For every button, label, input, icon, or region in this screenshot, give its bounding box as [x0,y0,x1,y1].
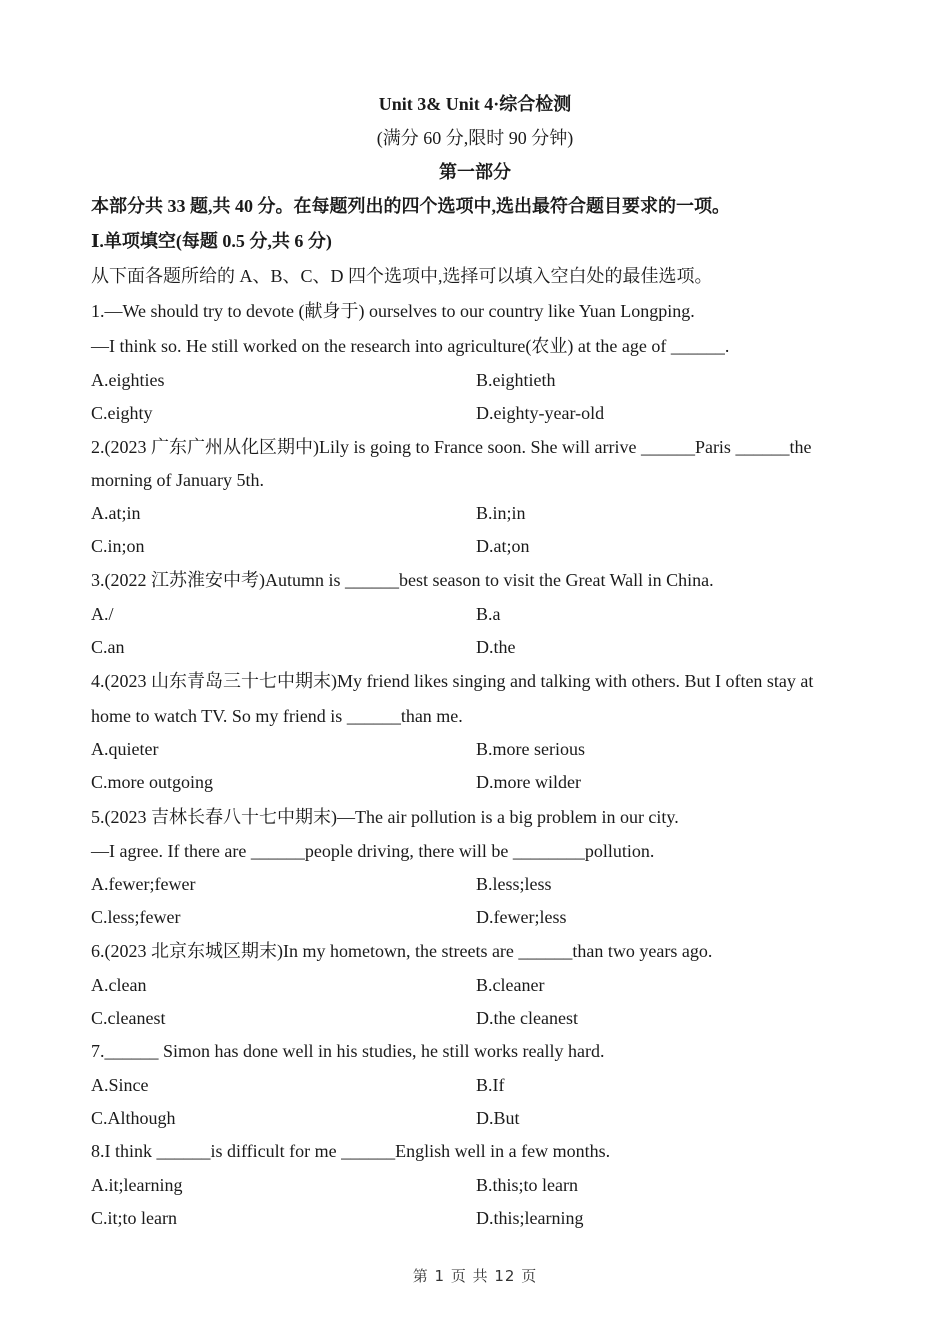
question-7-option-c: C.Although [91,1108,176,1128]
section-heading: Ⅰ.单项填空(每题 0.5 分,共 6 分) [91,231,332,251]
question-3-option-c: C.an [91,637,125,657]
question-2-line-1: 2.(2023 广东广州从化区期中)Lily is going to France soon. She will arrive ______Paris ______the [91,437,812,457]
question-7-option-d: D.But [476,1108,520,1128]
question-5-option-a: A.fewer;fewer [91,874,196,894]
question-3-line-1: 3.(2022 江苏淮安中考)Autumn is ______best season to visit the Great Wall in China. [91,570,714,590]
question-5-line-1: 5.(2023 吉林长春八十七中期末)—The air pollution is a big problem in our city. [91,807,679,827]
question-5-line-2: —I agree. If there are ______people driving, there will be ________pollution. [91,841,655,861]
question-6-option-d: D.the cleanest [476,1008,578,1028]
question-7-option-b: B.If [476,1075,505,1095]
question-2-line-2: morning of January 5th. [91,470,264,490]
question-5-option-d: D.fewer;less [476,907,567,927]
page-title: Unit 3& Unit 4·综合检测 [378,94,572,114]
question-5-option-c: C.less;fewer [91,907,181,927]
question-8-option-d: D.this;learning [476,1208,584,1228]
question-3-option-b: B.a [476,604,501,624]
question-1-line-2: —I think so. He still worked on the research into agriculture(农业) at the age of ______. [91,336,730,356]
question-8-line-1: 8.I think ______is difficult for me ______English well in a few months. [91,1141,611,1161]
question-7-option-a: A.Since [91,1075,149,1095]
question-6-option-c: C.cleanest [91,1008,166,1028]
question-1-line-1: 1.—We should try to devote (献身于) ourselves to our country like Yuan Longping. [91,301,695,321]
question-4-option-d: D.more wilder [476,772,581,792]
question-2-option-d: D.at;on [476,536,530,556]
question-4-option-a: A.quieter [91,739,159,759]
question-6-option-a: A.clean [91,975,147,995]
question-3-option-d: D.the [476,637,516,657]
question-1-option-c: C.eighty [91,403,153,423]
question-4-option-b: B.more serious [476,739,585,759]
question-8-option-a: A.it;learning [91,1175,183,1195]
question-5-option-b: B.less;less [476,874,552,894]
question-2-option-b: B.in;in [476,503,526,523]
question-1-option-a: A.eighties [91,370,165,390]
question-3-option-a: A./ [91,604,114,624]
part-instruction: 本部分共 33 题,共 40 分。在每题列出的四个选项中,选出最符合题目要求的一项。 [91,196,730,216]
page-subtitle: (满分 60 分,限时 90 分钟) [376,128,574,148]
question-4-line-1: 4.(2023 山东青岛三十七中期末)My friend likes singing and talking with others. But I often stay at [91,671,814,691]
question-8-option-b: B.this;to learn [476,1175,578,1195]
page-number-footer: 第 1 页 共 12 页 [412,1267,538,1285]
question-6-line-1: 6.(2023 北京东城区期末)In my hometown, the streets are ______than two years ago. [91,941,713,961]
question-2-option-a: A.at;in [91,503,141,523]
question-4-option-c: C.more outgoing [91,772,213,792]
question-2-option-c: C.in;on [91,536,145,556]
question-1-option-d: D.eighty-year-old [476,403,605,423]
question-4-line-2: home to watch TV. So my friend is ______than me. [91,706,463,726]
part-heading: 第一部分 [439,162,511,182]
section-note: 从下面各题所给的 A、B、C、D 四个选项中,选择可以填入空白处的最佳选项。 [91,266,713,286]
question-7-line-1: 7.______ Simon has done well in his studies, he still works really hard. [91,1041,605,1061]
question-1-option-b: B.eightieth [476,370,556,390]
question-8-option-c: C.it;to learn [91,1208,177,1228]
question-6-option-b: B.cleaner [476,975,545,995]
